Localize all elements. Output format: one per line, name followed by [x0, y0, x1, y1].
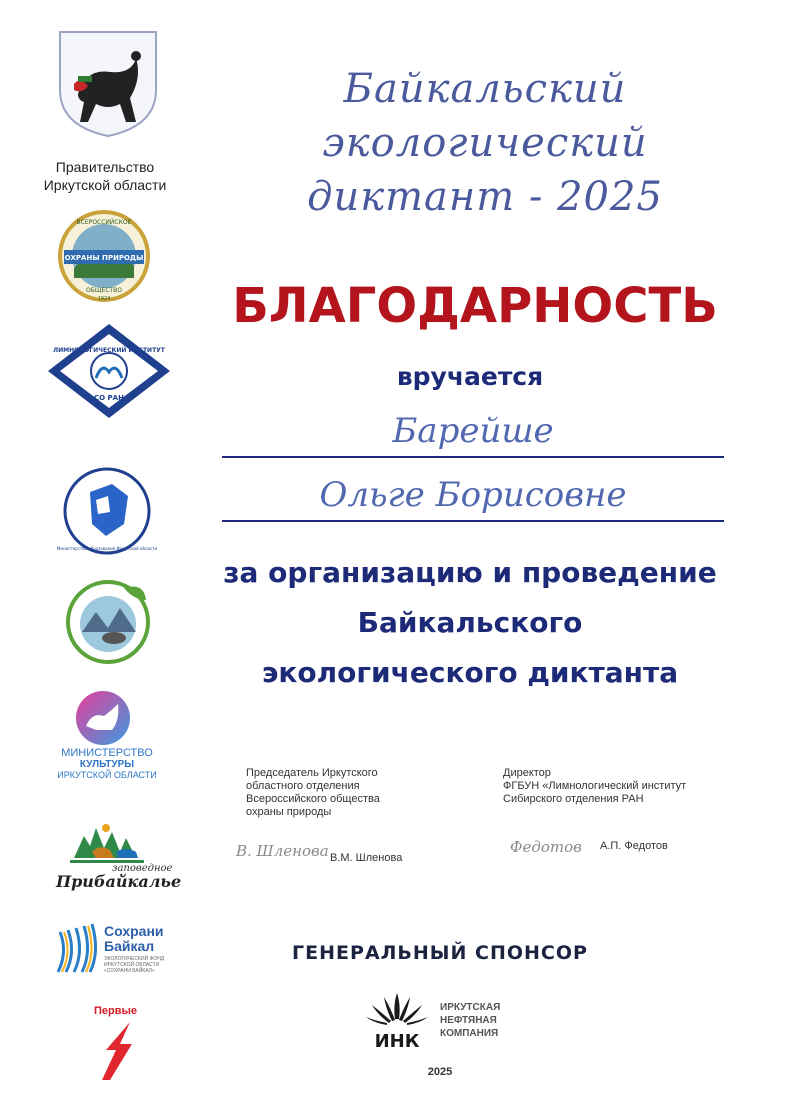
- ecology-ministry-logo-icon: [64, 578, 152, 664]
- limnological-bottom-text: СО РАН: [94, 394, 124, 402]
- pervye-logo-icon: [96, 1020, 136, 1082]
- limnological-institute-logo-icon: [46, 322, 172, 420]
- award-reason: [190, 548, 750, 698]
- vooop-bottom-text: ОБЩЕСТВО: [86, 287, 122, 294]
- award-reason-line1: за организацию и проведение: [223, 556, 717, 589]
- signatory-left-title-line1: Председатель Иркутского: [246, 767, 378, 779]
- vooop-mid-text: ОХРАНЫ ПРИРОДЫ: [64, 254, 144, 262]
- awarded-label: вручается: [396, 362, 544, 391]
- sohrani-baikal-caption: [104, 924, 164, 954]
- document-title-line2: диктант - 2025: [307, 174, 663, 220]
- zapovednoe-caption: заповедное: [112, 863, 173, 874]
- vooop-year-text: 1924: [97, 296, 111, 302]
- government-caption-line2: Иркутской области: [43, 177, 167, 193]
- certificate-heading: БЛАГОДАРНОСТЬ: [232, 278, 718, 334]
- award-reason-line2: Байкальского: [357, 606, 583, 639]
- pribaikalie-caption: Прибайкалье: [56, 872, 182, 891]
- document-title: [190, 62, 780, 224]
- signatory-left-title-line4: охраны природы: [246, 806, 332, 818]
- sponsor-line3: КОМПАНИЯ: [440, 1028, 499, 1039]
- award-reason-line3: экологического диктанта: [261, 656, 679, 689]
- ministry-of-education-logo-icon: [56, 466, 158, 556]
- signatory-left-title-line3: Всероссийского общества: [246, 793, 380, 805]
- signatory-left-title: [246, 767, 436, 819]
- logo-sidebar: [0, 0, 200, 1096]
- signatory-right-title-line2: ФГБУН «Лимнологический институт: [503, 780, 687, 792]
- ministry-culture-line2: КУЛЬТУРЫ: [79, 759, 135, 770]
- sohrani-baikal-line2: Байкал: [104, 938, 155, 954]
- sponsor-heading: ГЕНЕРАЛЬНЫЙ СПОНСОР: [292, 942, 588, 964]
- ministry-culture-caption: [42, 748, 172, 781]
- limnological-arc-text: ЛИМНОЛОГИЧЕСКИЙ ИНСТИТУТ: [53, 347, 165, 354]
- irkutsk-coat-of-arms-icon: [56, 28, 160, 140]
- recipient-given-name: Ольге Борисовне: [222, 468, 724, 522]
- signatory-right-name: А.П. Федотов: [600, 840, 668, 852]
- ministry-culture-line3: ИРКУТСКОЙ ОБЛАСТИ: [57, 770, 157, 780]
- signature-right: Федотов: [510, 838, 582, 856]
- signatory-left-name: В.М. Шленова: [330, 852, 403, 864]
- vooop-top-text: ВСЕРОССИЙСКОЕ: [76, 219, 132, 226]
- recipient-surname: Барейше: [222, 404, 724, 458]
- pervye-caption: Первые: [94, 1005, 138, 1017]
- sponsor-line2: НЕФТЯНАЯ: [440, 1015, 497, 1026]
- document-title-line1: Байкальский экологический: [322, 66, 648, 166]
- document-year: 2025: [427, 1066, 453, 1078]
- ink-mark-text: ИНК: [374, 1031, 420, 1052]
- ministry-culture-line1: МИНИСТЕРСТВО: [61, 747, 153, 759]
- signatory-right-title: [503, 767, 743, 806]
- sponsor-company-name: [440, 1001, 500, 1040]
- government-caption-line1: Правительство: [55, 159, 155, 175]
- sohrani-baikal-fund-text: ЭКОЛОГИЧЕСКИЙ ФОНД ИРКУТСКОЙ ОБЛАСТИ «СОХРАНИ БАЙКАЛ»: [104, 956, 165, 974]
- sponsor-line1: ИРКУТСКАЯ: [440, 1002, 501, 1013]
- zapovednoe-pribaikalie-logo-icon: [66, 818, 154, 866]
- ministry-education-arc-text: Министерство образования Иркутской области: [56, 546, 158, 551]
- signatory-left-title-line2: областного отделения: [246, 780, 360, 792]
- ministry-of-culture-logo-icon: [72, 690, 134, 746]
- government-caption: [30, 158, 180, 194]
- signatory-right-title-line3: Сибирского отделения РАН: [503, 793, 644, 805]
- signature-left: В. Шленова: [236, 842, 329, 860]
- nature-protection-society-logo-icon: [52, 208, 156, 304]
- signatory-right-title-line1: Директор: [503, 767, 551, 779]
- ink-company-logo-icon: [362, 985, 432, 1057]
- sohrani-baikal-logo-icon: [56, 922, 100, 974]
- sohrani-baikal-line1: Сохрани: [104, 923, 164, 939]
